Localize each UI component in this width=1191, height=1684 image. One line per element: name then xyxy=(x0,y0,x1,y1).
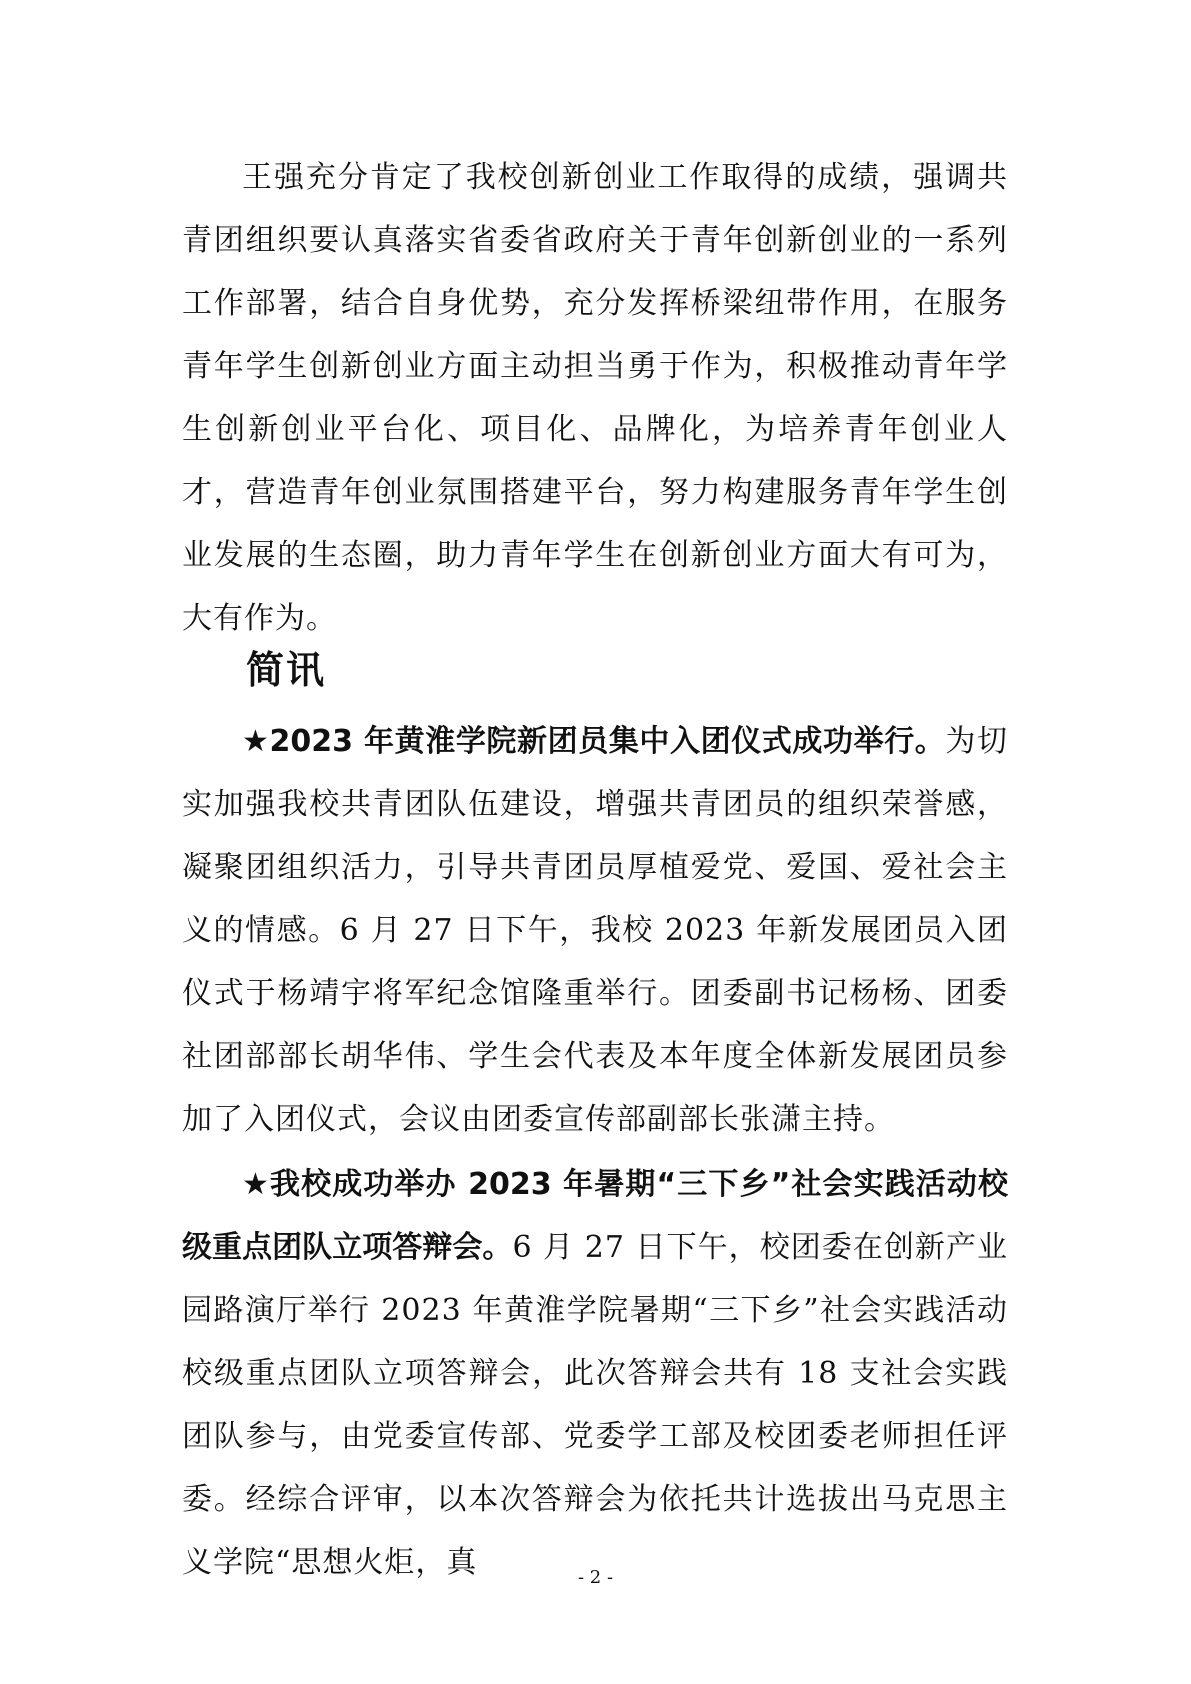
news-item-body: 6 月 27 日下午，校团委在创新产业园路演厅举行 2023 年黄淮学院暑期“三下乡”社会实践活动校级重点团队立项答辩会，此次答辩会共有 18 支社会实践团队参与，由党委宣传部、党委学工部及校团委老师担任评委。经综合评审，以本次答辩会为依托共计选拔出马克思主义学院“思想火炬，真 xyxy=(182,1230,1009,1580)
news-item xyxy=(182,710,1008,1151)
section-heading: 简讯 xyxy=(246,647,327,692)
news-item-body: 为切实加强我校共青团队伍建设，增强共青团员的组织荣誉感，凝聚团组织活力，引导共青团员厚植爱党、爱国、爱社会主义的情感。6 月 27 日下午，我校 2023 年新发展团员入团仪式于杨靖宇将军纪念馆隆重举行。团委副书记杨杨、团委社团部部长胡华伟、学生会代表及本年度全体新发展团员参加了入团仪式，会议由团委宣传部副部长张潇主持。 xyxy=(182,724,1009,1137)
news-item xyxy=(182,1153,1008,1594)
news-item-title: ★我校成功举办 2023 年暑期“三下乡”社会实践活动校级重点团队立项答辩会。 xyxy=(182,1167,1008,1265)
page-number: - 2 - xyxy=(577,1567,614,1588)
body-paragraph: 王强充分肯定了我校创新创业工作取得的成绩，强调共青团组织要认真落实省委省政府关于青年创新创业的一系列工作部署，结合自身优势，充分发挥桥梁纽带作用，在服务青年学生创新创业方面主动担当勇于作为，积极推动青年学生创新创业平台化、项目化、品牌化，为培养青年创业人才，营造青年创业氛围搭建平台，努力构建服务青年学生创业发展的生态圈，助力青年学生在创新创业方面大有可为，大有作为。 xyxy=(182,160,1008,636)
news-item-title: ★2023 年黄淮学院新团员集中入团仪式成功举行。 xyxy=(242,724,946,759)
